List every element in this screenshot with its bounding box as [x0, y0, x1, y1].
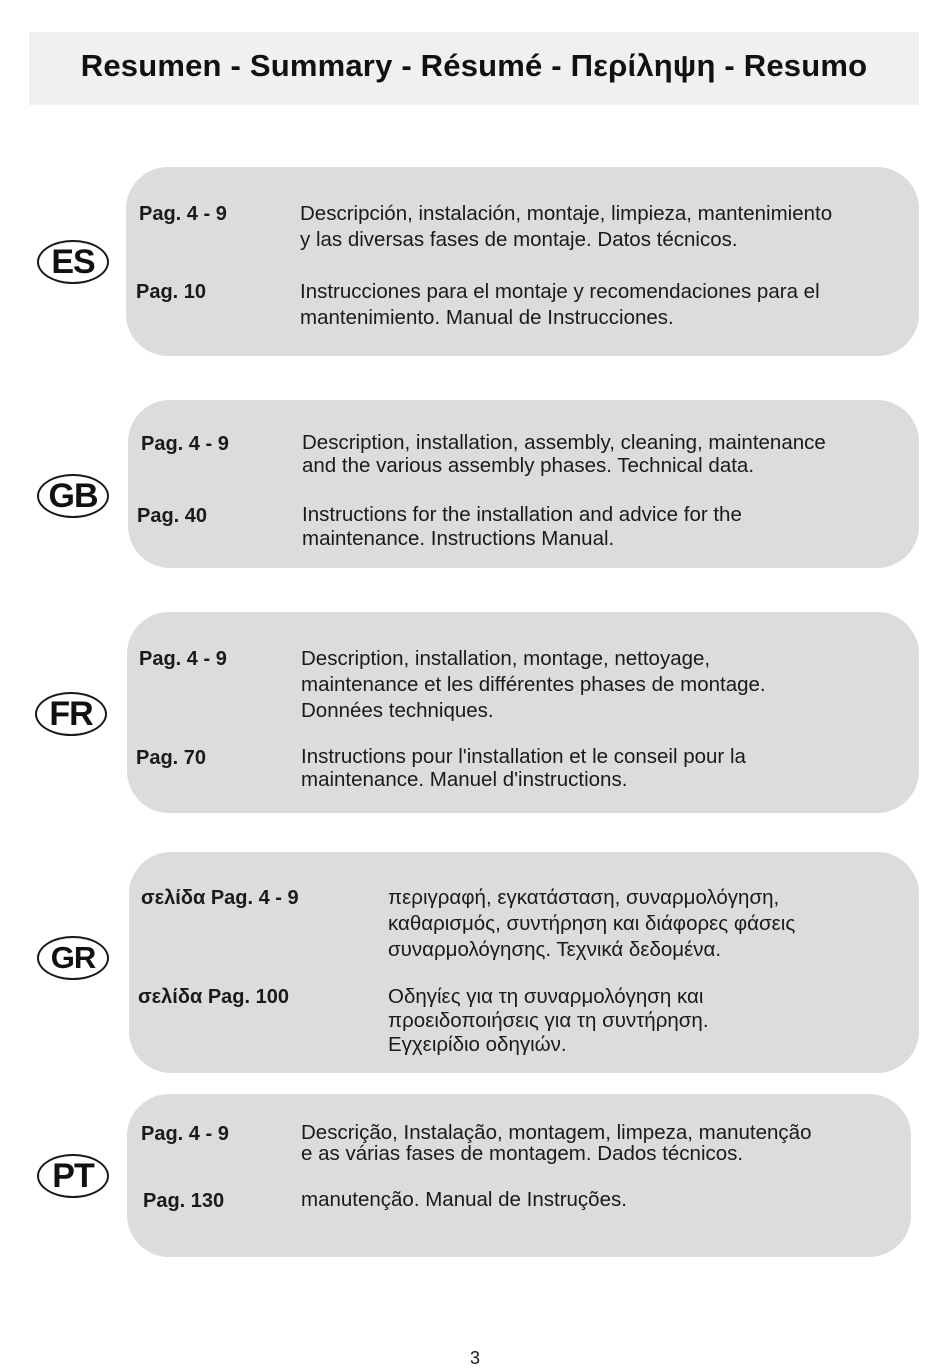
summary-header	[29, 32, 919, 105]
language-badge-fr: FR	[35, 692, 107, 736]
entry-description: Descrição, Instalação, montagem, limpeza, manutenção e as várias fases de montagem. Dados técnicos.	[301, 1121, 812, 1165]
entry-description: περιγραφή, εγκατάσταση, συναρμολόγηση, καθαρισμός, συντήρηση και διάφορες φάσεις συναρμολόγησης. Τεχνικά δεδομένα.	[388, 886, 796, 961]
entry-description: Instructions pour l'installation et le conseil pour la maintenance. Manuel d'instructions.	[301, 745, 746, 791]
entry-page-ref: σελίδα Pag. 4 - 9	[141, 887, 299, 909]
language-badge-es: ES	[37, 240, 109, 284]
page-number: 3	[469, 1348, 480, 1368]
entry-page-ref: Pag. 4 - 9	[139, 648, 227, 670]
entry-description: Description, installation, montage, nettoyage, maintenance et les différentes phases de montage. Données techniques.	[301, 647, 766, 722]
entry-page-ref: σελίδα Pag. 100	[138, 986, 289, 1008]
language-badge-pt: PT	[37, 1154, 109, 1198]
entry-description: Instrucciones para el montaje y recomendaciones para el mantenimiento. Manual de Instrucciones.	[300, 280, 820, 329]
language-badge-gr: GR	[37, 936, 109, 980]
section-panel-pt	[127, 1094, 911, 1257]
section-panel-fr	[127, 612, 919, 813]
entry-description: Description, installation, assembly, cleaning, maintenance and the various assembly phases. Technical data.	[302, 431, 826, 477]
entry-page-ref: Pag. 4 - 9	[141, 433, 229, 455]
entry-page-ref: Pag. 4 - 9	[141, 1123, 229, 1145]
section-panel-es	[126, 167, 919, 356]
entry-page-ref: Pag. 10	[136, 281, 207, 303]
entry-description: Descripción, instalación, montaje, limpieza, mantenimiento y las diversas fases de montaje. Datos técnicos.	[300, 202, 833, 251]
entry-page-ref: Pag. 4 - 9	[139, 203, 227, 225]
entry-page-ref: Pag. 130	[143, 1190, 225, 1212]
page-title: Resumen - Summary - Résumé - Περίληψη - Resumo	[80, 48, 868, 83]
entry-description: manutenção. Manual de Instruções.	[301, 1188, 627, 1211]
entry-page-ref: Pag. 40	[137, 505, 208, 527]
section-panel-gb	[128, 400, 919, 568]
entry-description: Οδηγίες για τη συναρμολόγηση και προειδοποιήσεις για τη συντήρηση. Εγχειρίδιο οδηγιών.	[388, 985, 709, 1056]
entry-page-ref: Pag. 70	[136, 747, 207, 769]
entry-description: Instructions for the installation and advice for the maintenance. Instructions Manual.	[302, 503, 742, 550]
language-badge-gb: GB	[37, 474, 109, 518]
section-panel-gr	[129, 852, 919, 1073]
